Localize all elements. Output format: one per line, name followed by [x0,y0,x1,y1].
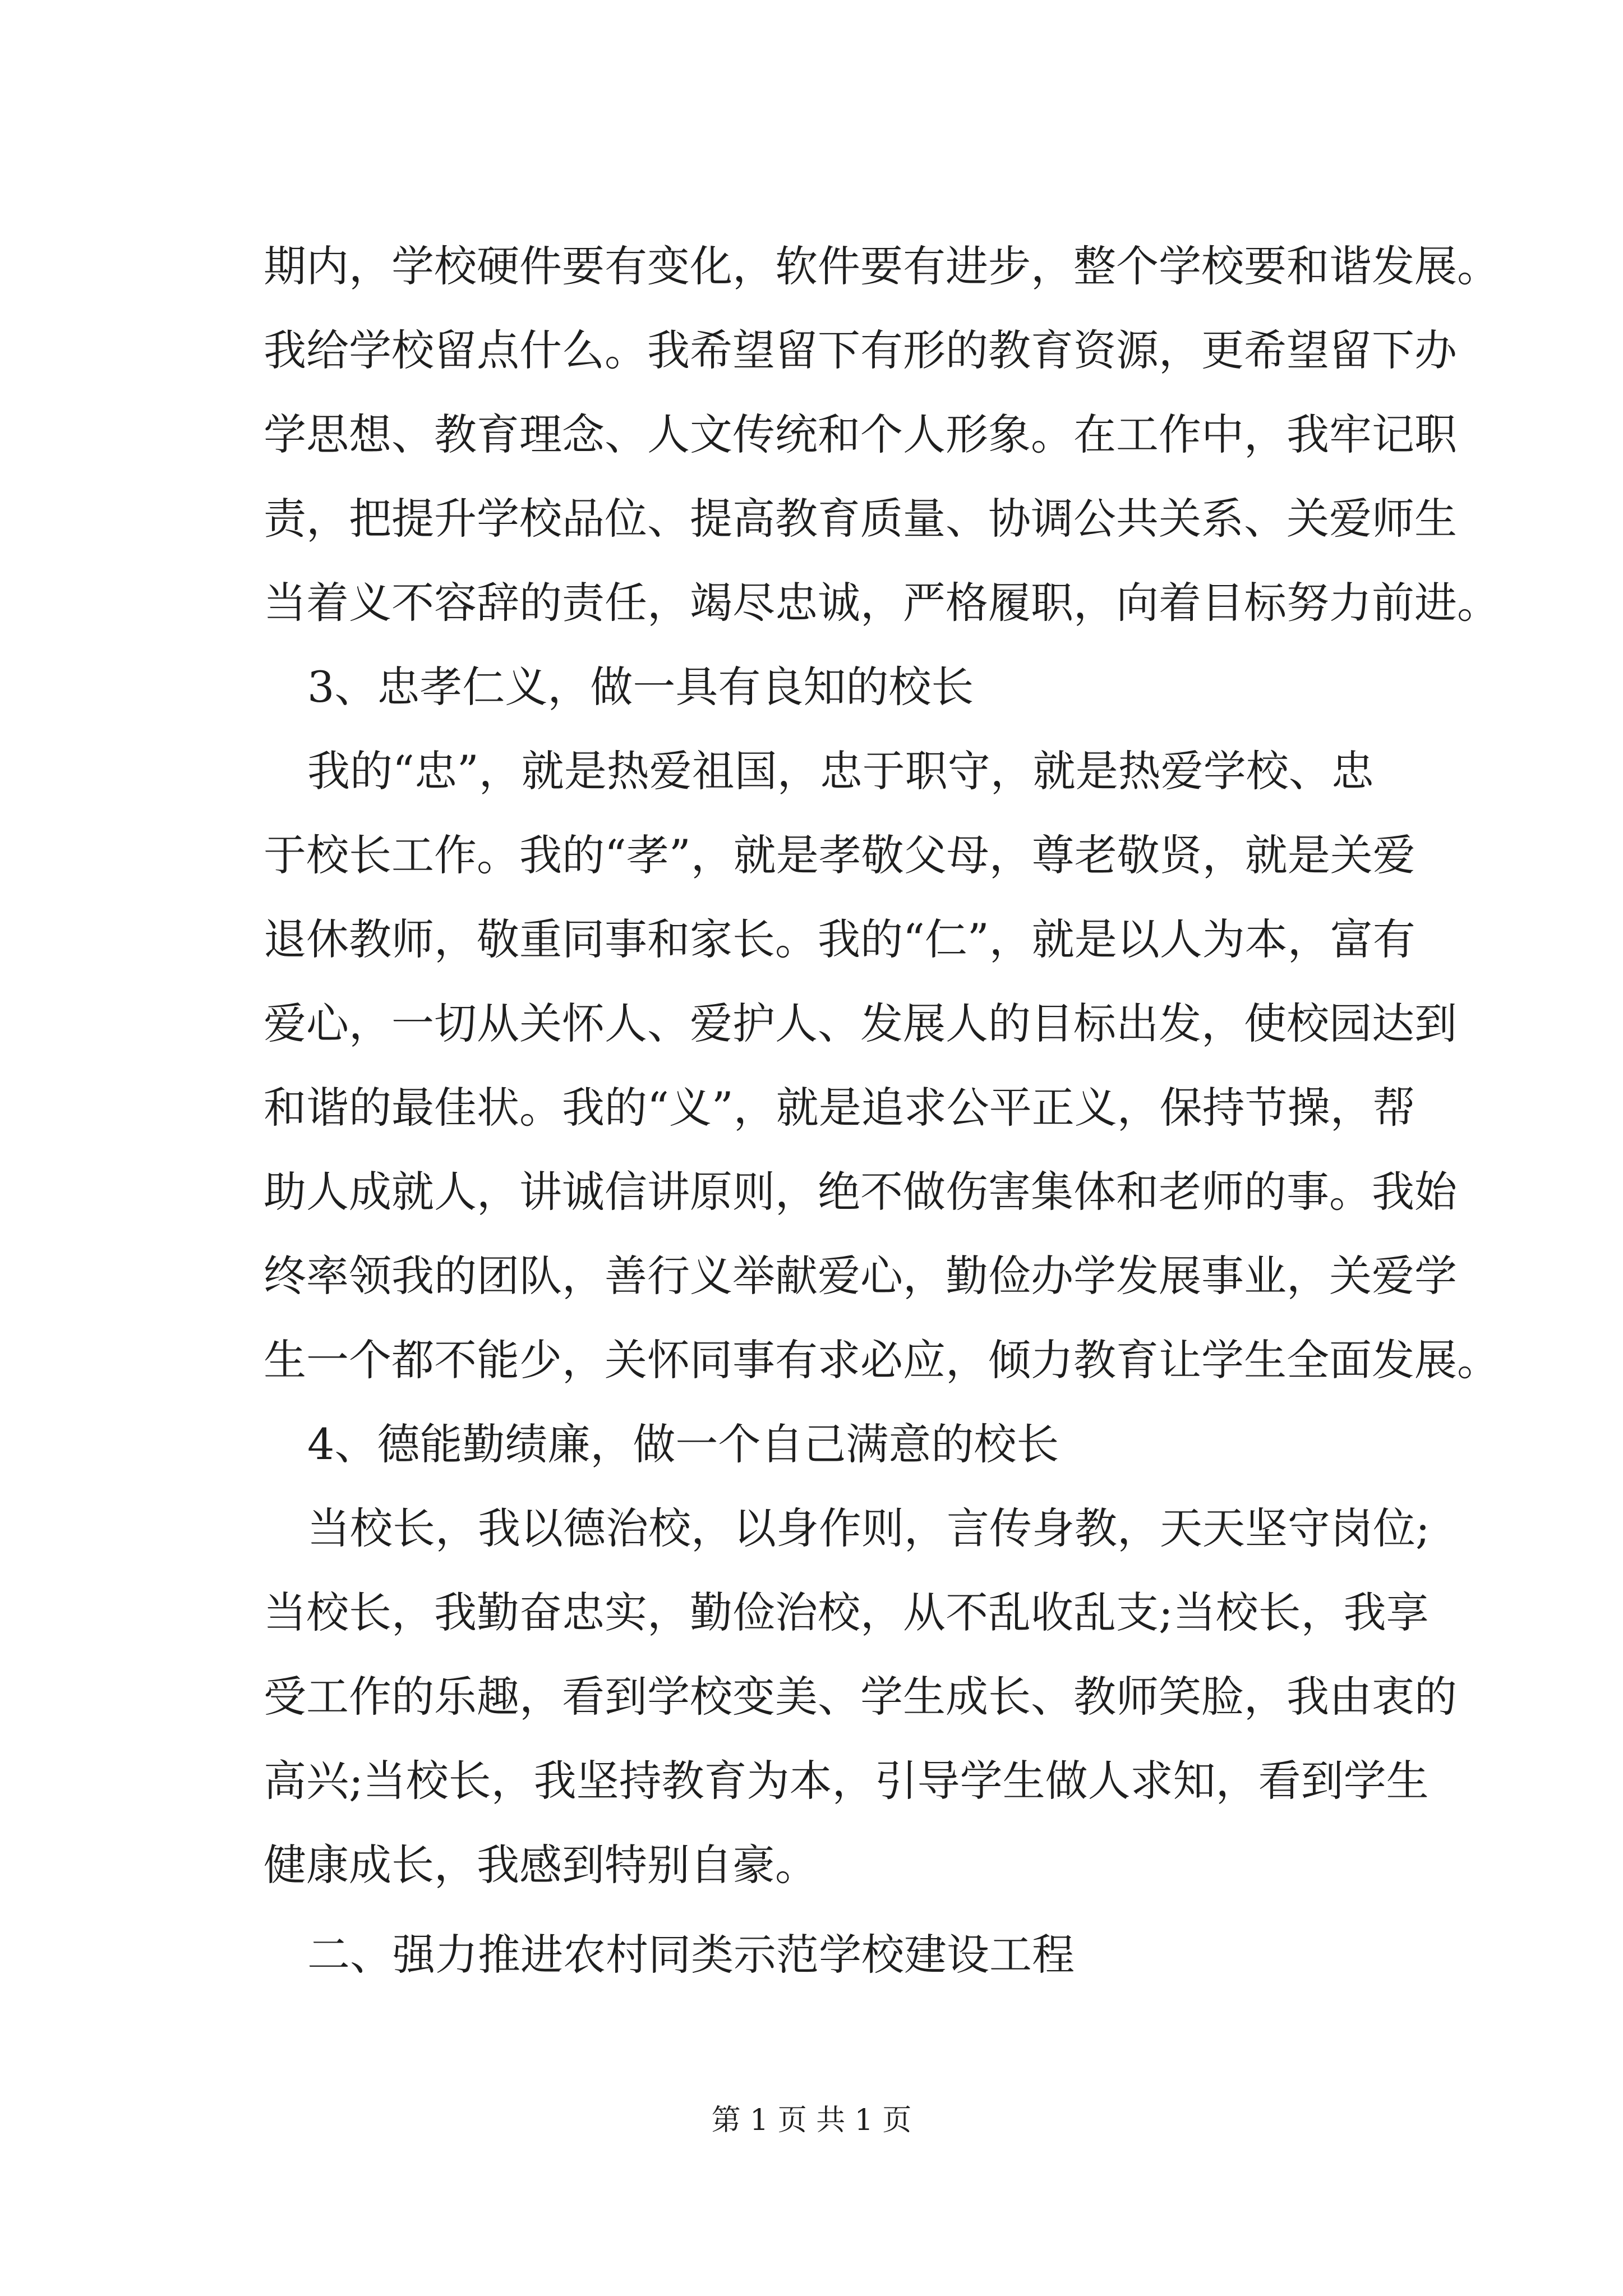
text-line: 责，把提升学校品位、提高教育质量、协调公共关系、关爱师生 [264,494,1457,544]
text-line: 健康成长，我感到特别自豪。 [264,1840,818,1890]
text-line: 我给学校留点什么。我希望留下有形的教育资源，更希望留下办 [264,325,1457,375]
section-heading: 4、德能勤绩廉，做一个自己满意的校长 [307,1419,1059,1469]
text-line: 爱心，一切从关怀人、爱护人、发展人的目标出发，使校园达到 [264,999,1457,1048]
text-line: 期内，学校硬件要有变化，软件要有进步，整个学校要和谐发展。 [264,241,1500,291]
text-line: 受工作的乐趣，看到学校变美、学生成长、教师笑脸，我由衷的 [264,1672,1457,1722]
text-line: 当校长，我以德治校，以身作则，言传身教，天天坚守岗位; [307,1503,1430,1553]
text-line: 高兴;当校长，我坚持教育为本，引导学生做人求知，看到学生 [264,1756,1429,1806]
text-line: 学思想、教育理念、人文传统和个人形象。在工作中，我牢记职 [264,409,1457,459]
page-number-footer: 第 1 页 共 1 页 [711,2104,912,2137]
section-heading: 二、强力推进农村同类示范学校建设工程 [307,1930,1075,1980]
text-line: 终率领我的团队，善行义举献爱心，勤俭办学发展事业，关爱学 [264,1251,1457,1301]
text-line: 和谐的最佳状。我的“义”，就是追求公平正义，保持节操，帮 [264,1083,1415,1133]
text-line: 生一个都不能少，关怀同事有求必应，倾力教育让学生全面发展。 [264,1335,1500,1385]
text-line: 退休教师，敬重同事和家长。我的“仁”，就是以人为本，富有 [264,914,1415,964]
text-line: 当校长，我勤奋忠实，勤俭治校，从不乱收乱支;当校长，我享 [264,1588,1429,1637]
text-line: 我的“忠”，就是热爱祖国，忠于职守，就是热爱学校、忠 [307,746,1374,796]
text-line: 当着义不容辞的责任，竭尽忠诚，严格履职，向着目标努力前进。 [264,578,1500,628]
section-heading: 3、忠孝仁义，做一具有良知的校长 [307,662,974,712]
text-line: 于校长工作。我的“孝”，就是孝敬父母，尊老敬贤，就是关爱 [264,830,1415,880]
text-line: 助人成就人，讲诚信讲原则，绝不做伤害集体和老师的事。我始 [264,1167,1457,1217]
